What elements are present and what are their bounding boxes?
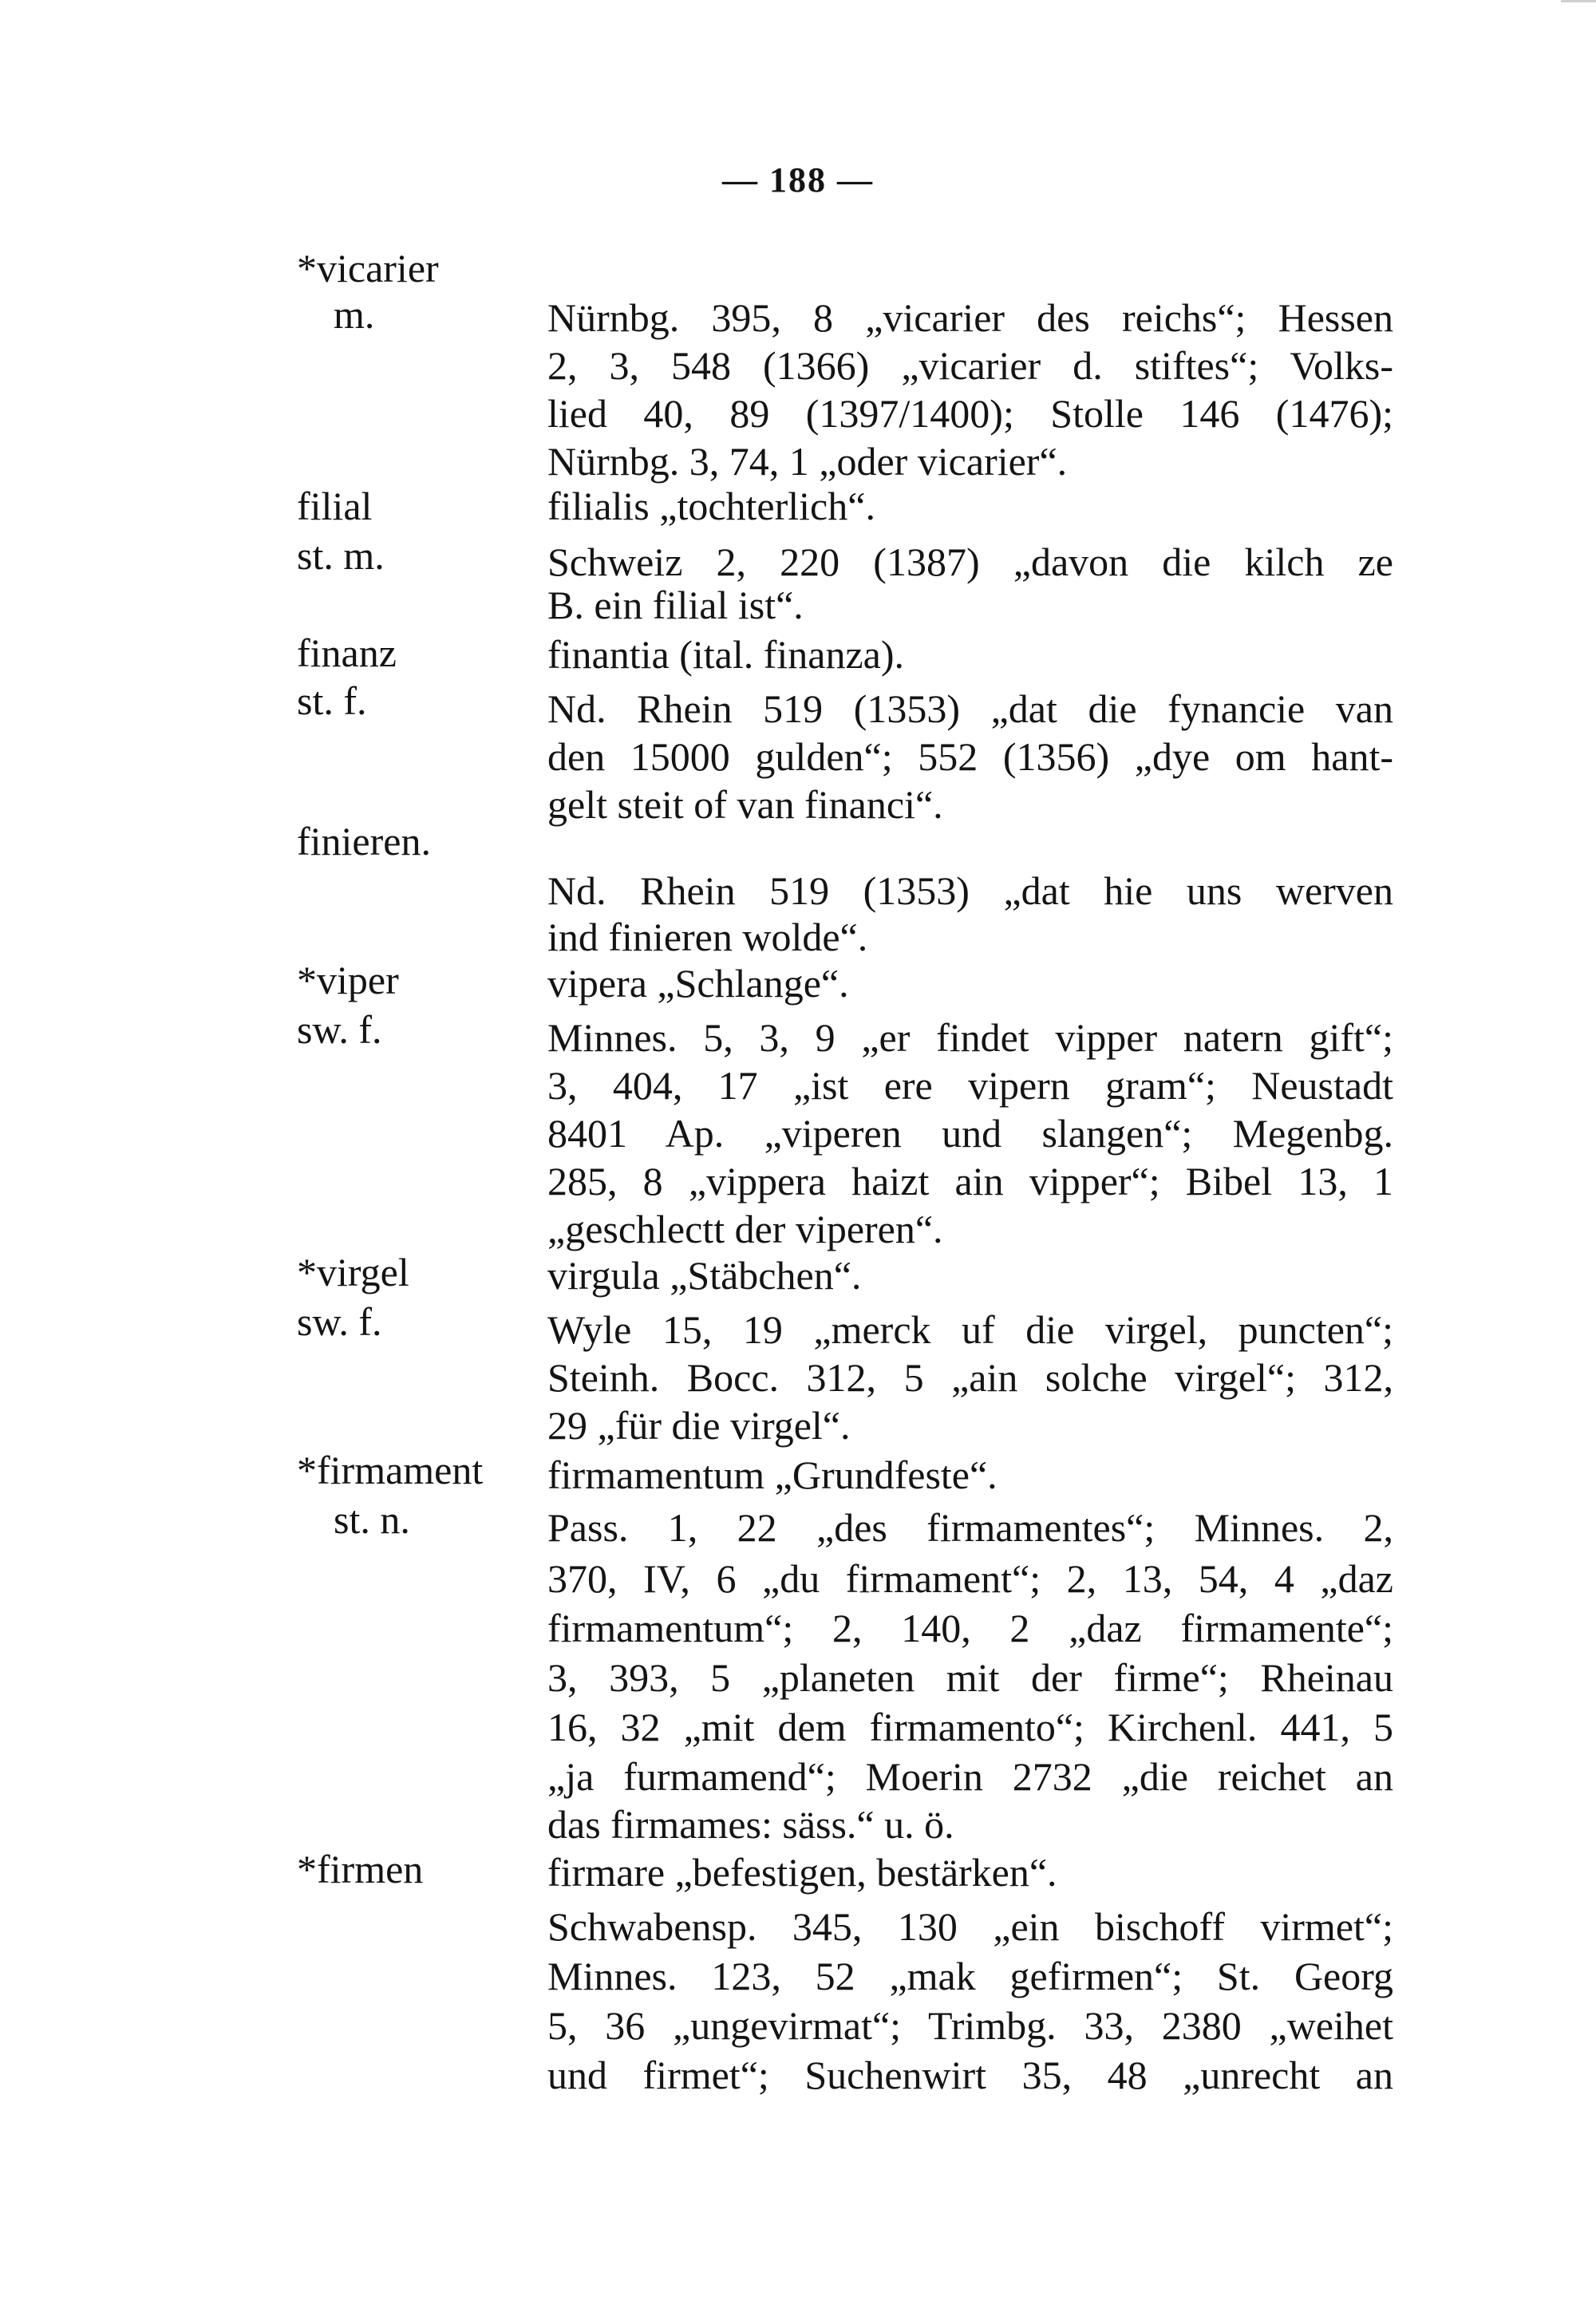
entry-line: gelt steit of van financi“. bbox=[547, 782, 943, 827]
entry-line: vipera „Schlange“. bbox=[547, 961, 849, 1006]
headword: *virgel bbox=[297, 1250, 409, 1294]
entry-line: Schweiz 2, 220 (1387) „davon die kilch ze bbox=[547, 539, 1393, 584]
entry-line: 16, 32 „mit dem firmamento“; Kirchenl. 441, 5 bbox=[547, 1705, 1393, 1749]
entry-line: 29 „für die virgel“. bbox=[547, 1403, 851, 1448]
entry-line: und firmet“; Suchenwirt 35, 48 „unrecht an bbox=[547, 2053, 1393, 2097]
entry-line: ind finieren wolde“. bbox=[547, 915, 868, 959]
headword: *viper bbox=[297, 958, 399, 1002]
entry-line: firmamentum „Grundfeste“. bbox=[547, 1452, 998, 1497]
entry-line: firmamentum“; 2, 140, 2 „daz firmamente“; bbox=[547, 1606, 1393, 1650]
entry-line: lied 40, 89 (1397/1400); Stolle 146 (1476); bbox=[547, 391, 1393, 436]
entry-line: Nd. Rhein 519 (1353) „dat hie uns werven bbox=[547, 868, 1393, 913]
grammar-label: sw. f. bbox=[297, 1007, 382, 1052]
entry-line: Schwabensp. 345, 130 „ein bischoff virmet“; bbox=[547, 1904, 1393, 1949]
entry-line: finantia (ital. finanza). bbox=[547, 632, 904, 677]
page-number: — 188 — bbox=[722, 160, 874, 200]
headword: finieren. bbox=[297, 819, 431, 864]
entry-line: 8401 Ap. „viperen und slangen“; Megenbg. bbox=[547, 1111, 1393, 1156]
grammar-label: sw. f. bbox=[297, 1299, 382, 1344]
entry-line: „geschlectt der viperen“. bbox=[547, 1207, 943, 1251]
entry-line: Minnes. 5, 3, 9 „er findet vipper natern gift“; bbox=[547, 1015, 1393, 1060]
entry-line: 2, 3, 548 (1366) „vicarier d. stiftes“; Volks- bbox=[547, 343, 1393, 388]
entry-line: virgula „Stäbchen“. bbox=[547, 1253, 862, 1298]
entry-line: Nürnbg. 3, 74, 1 „oder vicarier“. bbox=[547, 439, 1068, 484]
entry-line: 3, 404, 17 „ist ere vipern gram“; Neustadt bbox=[547, 1063, 1393, 1108]
entry-line: Wyle 15, 19 „merck uf die virgel, puncten“; bbox=[547, 1307, 1393, 1352]
entry-line: 370, IV, 6 „du firmament“; 2, 13, 54, 4 „daz bbox=[547, 1556, 1393, 1601]
entry-line: „ja furmamend“; Moerin 2732 „die reichet an bbox=[547, 1754, 1393, 1799]
entry-line: 5, 36 „ungevirmat“; Trimbg. 33, 2380 „weihet bbox=[547, 2003, 1393, 2048]
grammar-label: st. n. bbox=[334, 1497, 410, 1542]
headword: filial bbox=[297, 484, 373, 528]
entry-line: Steinh. Bocc. 312, 5 „ain solche virgel“; 312, bbox=[547, 1355, 1393, 1400]
entry-line: B. ein filial ist“. bbox=[547, 583, 804, 627]
headword: finanz bbox=[297, 630, 397, 675]
grammar-label: st. f. bbox=[297, 678, 367, 723]
entry-line: filialis „tochterlich“. bbox=[547, 484, 875, 528]
entry-line: den 15000 gulden“; 552 (1356) „dye om hant- bbox=[547, 734, 1393, 779]
grammar-label: m. bbox=[334, 292, 375, 337]
headword: *vicarier bbox=[297, 246, 439, 290]
entry-line: Pass. 1, 22 „des firmamentes“; Minnes. 2, bbox=[547, 1505, 1393, 1550]
headword: *firmament bbox=[297, 1448, 484, 1492]
entry-line: das firmames: säss.“ u. ö. bbox=[547, 1802, 954, 1847]
entry-line: Nd. Rhein 519 (1353) „dat die fynancie van bbox=[547, 686, 1393, 731]
headword: *firmen bbox=[297, 1847, 424, 1891]
entry-line: firmare „befestigen, bestärken“. bbox=[547, 1850, 1057, 1895]
grammar-label: st. m. bbox=[297, 533, 385, 578]
entry-line: 3, 393, 5 „planeten mit der firme“; Rheinau bbox=[547, 1655, 1393, 1700]
entry-line: 285, 8 „vippera haizt ain vipper“; Bibel 13, 1 bbox=[547, 1159, 1393, 1203]
entry-line: Minnes. 123, 52 „mak gefirmen“; St. Georg bbox=[547, 1954, 1393, 1998]
entry-line: Nürnbg. 395, 8 „vicarier des reichs“; Hessen bbox=[547, 295, 1393, 340]
